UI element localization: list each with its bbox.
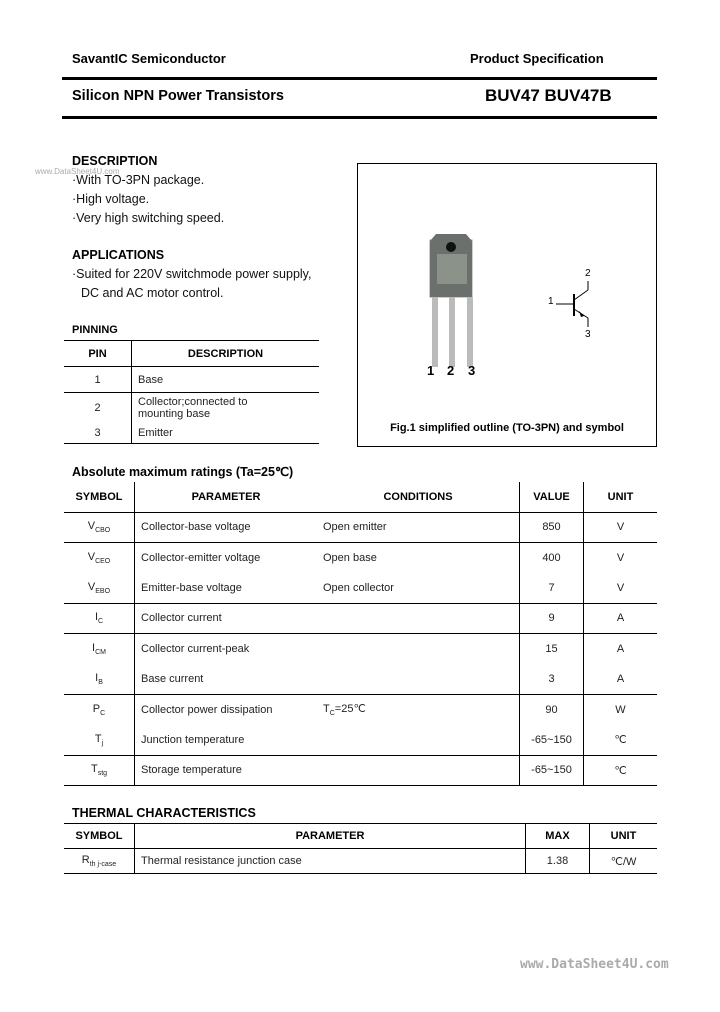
symbol: P [92,702,101,715]
value-cell: 850 [520,512,584,542]
table-row [64,542,657,572]
watermark-top[interactable]: www.DataSheet4U.com [35,167,120,176]
value-cell: 400 [520,542,584,572]
description-title: DESCRIPTION [72,154,158,168]
divider [62,116,657,119]
parameter-cell: Thermal resistance junction case [135,849,526,874]
conditions-text: Open emitter [323,521,387,534]
header-max: MAX [526,824,590,849]
parameter-cell: Junction temperature [141,733,245,746]
symbol-subscript: CBO [95,527,111,535]
conditions-cell [317,725,520,755]
parameter-cell: Storage temperature [141,764,242,777]
figure-caption: Fig.1 simplified outline (TO-3PN) and symbol [390,422,624,434]
symbol-cell [64,634,135,664]
figure-box [357,163,657,447]
symbol-base-label: 1 [548,296,554,307]
symbol-cell [64,694,135,724]
symbol-subscript: B [98,678,103,686]
thermal-table [64,823,657,874]
pin-label: 1 [427,363,435,378]
unit-cell: V [616,551,625,564]
header-conditions: CONDITIONS [317,482,520,512]
parameter-cell: Collector current-peak [141,643,250,655]
symbol-cell [64,512,135,542]
conditions-cell [317,634,520,664]
parameter-cell: Base current [141,672,204,685]
symbol-cell [64,755,135,785]
table-row [64,755,657,785]
doc-type: Product Specification [470,51,604,66]
symbol-cell [64,542,135,572]
table-row [64,664,657,694]
pin-label: 3 [468,363,476,378]
header-unit: UNIT [607,490,634,503]
header-parameter: PARAMETER [191,490,261,503]
value-cell: 7 [520,573,584,603]
pin-number: 1 [64,367,132,393]
pin-description: Collector;connected to [138,395,248,408]
pin-description: Base [138,373,164,386]
product-line: Silicon NPN Power Transistors [72,88,284,104]
unit-cell: A [616,612,625,625]
conditions-cell [317,542,520,572]
symbol-subscript: j [101,739,104,747]
symbol-emitter-label: 3 [585,329,591,340]
symbol-collector-label: 2 [585,268,591,279]
company-name: SavantIC Semiconductor [72,51,226,66]
description-item: ·With TO-3PN package. [72,173,205,187]
symbol-subscript: stg [97,770,108,778]
conditions-cell [317,664,520,694]
divider [62,77,657,80]
unit-cell: ℃ [614,764,627,777]
symbol: R [81,853,90,866]
pin-label: 2 [447,363,455,378]
symbol-cell [64,603,135,633]
pin-description: Emitter [138,426,173,439]
applications-line: DC and AC motor control. [81,286,224,300]
symbol: I [95,671,99,684]
conditions-cell [317,755,520,785]
pin-number: 3 [64,423,132,444]
symbol-cell [64,664,135,694]
table-row [64,512,657,542]
unit-cell: W [615,703,626,716]
table-row [64,849,657,874]
value-cell: 90 [520,694,584,724]
value-cell: 9 [520,603,584,633]
thermal-title: THERMAL CHARACTERISTICS [72,806,256,820]
value-cell: 15 [520,634,584,664]
header-pin: PIN [64,341,132,367]
conditions-text: Open base [323,551,377,564]
unit-cell: V [616,581,625,594]
conditions-cell [317,512,520,542]
value-cell: -65~150 [520,725,584,755]
symbol-subscript: C [100,709,106,717]
part-numbers: BUV47 BUV47B [485,86,612,105]
abs-max-table [64,482,657,786]
conditions-text: Open collector [323,581,394,594]
table-row [64,573,657,603]
value-cell: 3 [520,664,584,694]
pinning-table [64,340,319,444]
max-cell: 1.38 [526,849,590,874]
symbol-cell [64,725,135,755]
symbol: V [87,520,96,533]
value-cell: -65~150 [520,755,584,785]
unit-cell: ℃ [614,734,627,747]
conditions-rest: =25℃ [334,703,366,716]
header-parameter: PARAMETER [135,824,526,849]
symbol: T [94,732,102,745]
unit-cell: ℃/W [610,855,637,868]
conditions-cell [317,603,520,633]
symbol-subscript: th j-case [89,861,117,869]
symbol: T [90,763,98,776]
unit-cell: A [616,672,625,685]
symbol-subscript: EBO [95,587,111,595]
symbol: I [92,641,96,654]
table-row [64,603,657,633]
pin-description-cont: mounting base [138,407,211,420]
symbol-subscript: CM [95,649,106,657]
parameter-cell: Collector current [141,612,222,625]
symbol-subscript: C [98,618,104,626]
symbol-cell [64,849,135,874]
header-symbol: SYMBOL [64,824,135,849]
header-unit: UNIT [610,830,637,842]
unit-cell: V [616,521,625,534]
table-row [64,694,657,724]
conditions-cell [317,694,520,724]
description-item: ·Very high switching speed. [72,211,225,225]
parameter-cell: Collector power dissipation [141,703,273,716]
symbol-subscript: CEO [95,557,111,565]
header-symbol: SYMBOL [64,482,135,512]
symbol: V [87,580,96,593]
table-row [64,634,657,664]
conditions-cell [317,573,520,603]
unit-cell: A [616,643,625,655]
applications-title: APPLICATIONS [72,248,165,262]
symbol: I [94,611,98,624]
conditions-subscript: C [329,710,335,718]
description-item: ·High voltage. [72,192,150,206]
abs-max-title: Absolute maximum ratings (Ta=25℃) [72,465,294,479]
pin-number: 2 [64,393,132,423]
watermark-bottom[interactable]: www.DataSheet4U.com [520,957,669,972]
parameter-cell: Collector-base voltage [141,521,251,534]
parameter-cell: Collector-emitter voltage [141,551,261,564]
symbol: V [87,550,96,563]
header-description: DESCRIPTION [187,347,264,360]
pinning-title: PINNING [72,324,118,336]
conditions-text: T [323,703,330,716]
table-row [64,725,657,755]
applications-line: ·Suited for 220V switchmode power supply, [72,267,312,281]
header-value: VALUE [520,482,584,512]
symbol-cell [64,573,135,603]
parameter-cell: Emitter-base voltage [141,581,242,594]
npn-transistor-symbol-icon [358,164,656,446]
